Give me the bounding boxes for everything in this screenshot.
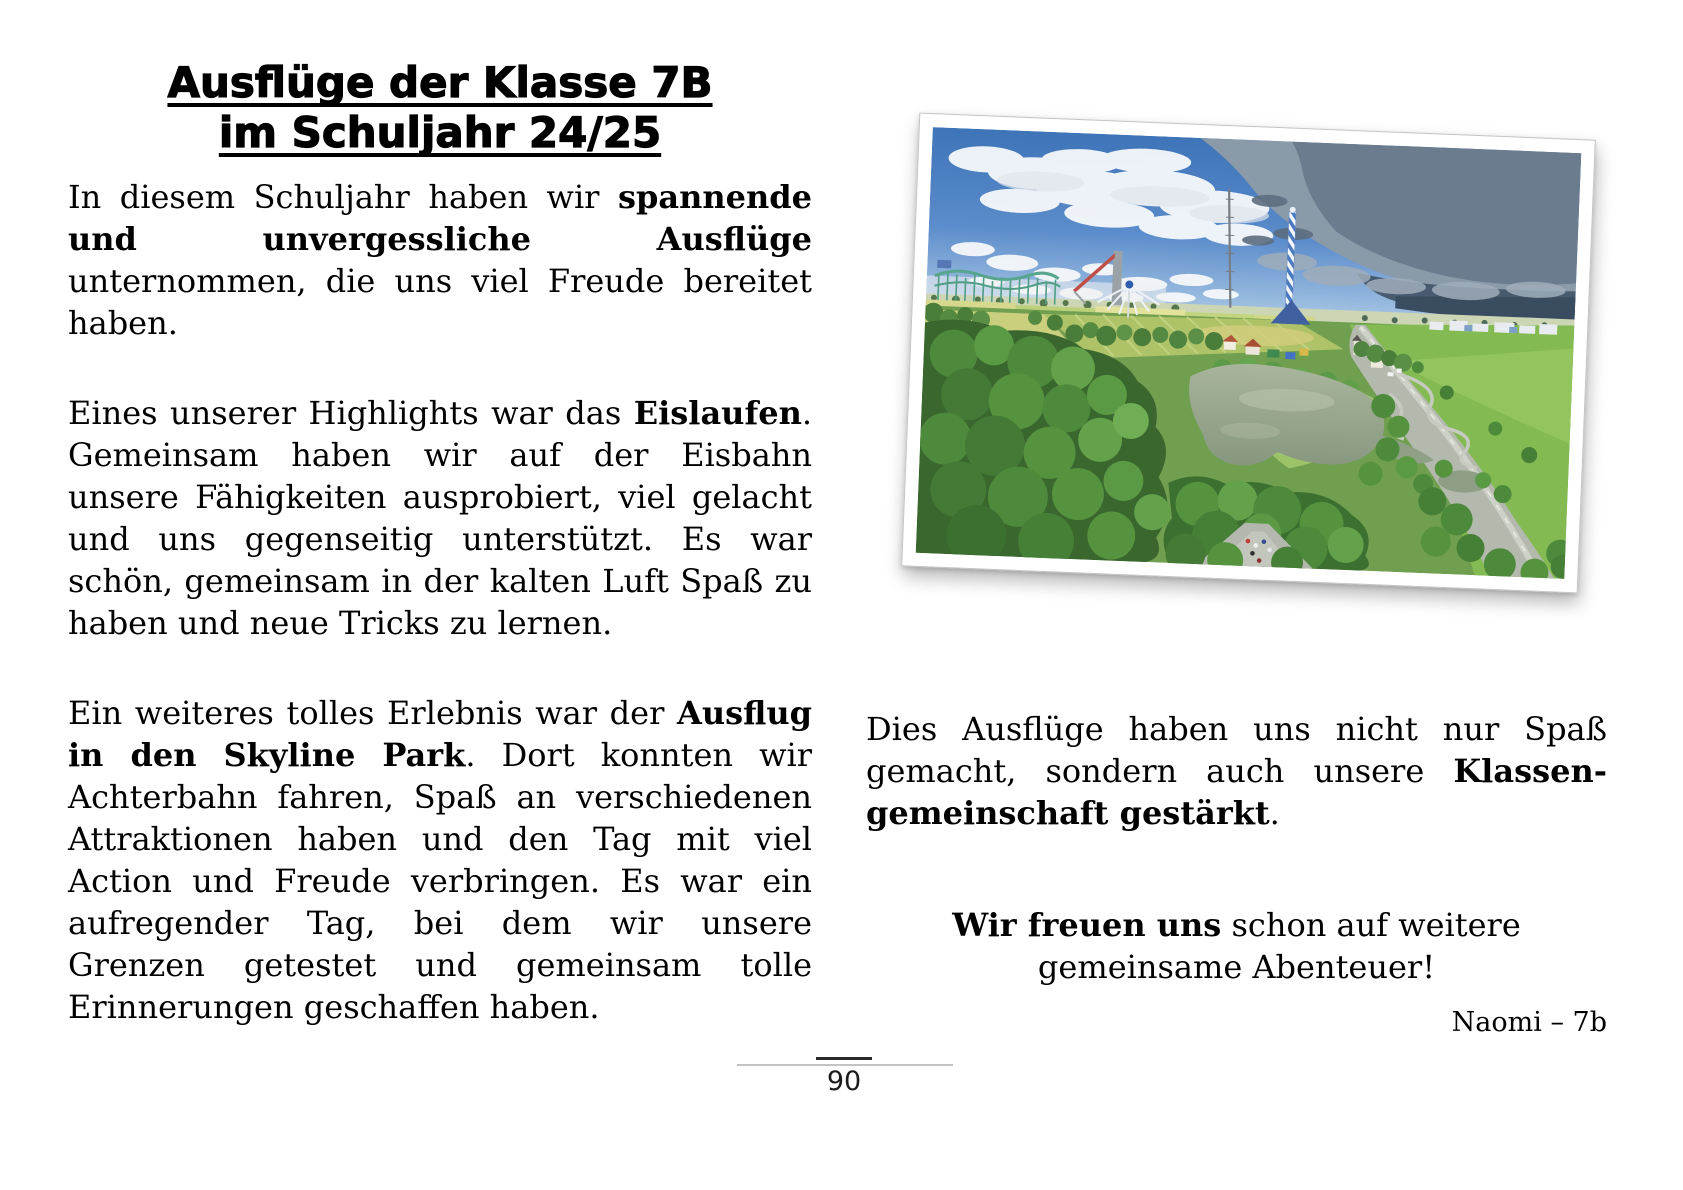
paragraph-skyline-rest: . Dort konnten wir Achterbahn fahren, Spaß an verschiedenen Attraktionen haben und den Tag mit viel Action und Freude verbringen. Es war ein aufregender Tag, bei dem wir unsere Grenzen getestet und gemeinsam tolle Erinnerungen geschaffen haben. — [68, 736, 813, 1026]
paragraph-skyline-bold: Ausflug in den Skyline Park — [68, 694, 812, 774]
class-trip-photo — [901, 113, 1596, 594]
paragraph-klassen-bold: Klassengemeinschaft gestärkt — [866, 752, 1607, 832]
paragraph-skyline-text: Ein weiteres tolles Erlebnis war der — [68, 694, 677, 732]
closing-sentence — [866, 904, 1607, 988]
paragraph-intro-text: In diesem Schuljahr haben wir — [68, 178, 618, 216]
aerial-park-photo-graphic — [916, 127, 1582, 579]
paragraph-eislaufen-rest: . Gemeinsam haben wir auf der Eisbahn unsere Fähigkeiten ausprobiert, viel gelacht und uns gegenseitig unterstützt. Es war schön, gemeinsam in der kalten Luft Spaß zu haben und neue Tricks zu lernen. — [68, 394, 812, 642]
right-text-column — [866, 708, 1607, 1044]
paragraph-skyline-park — [68, 692, 812, 1028]
paragraph-klassen-rest: . — [1269, 794, 1280, 832]
paragraph-eislaufen-bold: Eislaufen — [633, 394, 802, 432]
page-title-line-2: im Schuljahr 24/25 — [218, 108, 662, 157]
page-title-line-1: Ausflüge der Klasse 7B — [167, 58, 713, 107]
closing-bold: Wir freuen uns — [952, 906, 1222, 944]
paragraph-eislaufen — [68, 392, 812, 644]
paragraph-intro — [68, 176, 812, 344]
paragraph-intro-rest: unternommen, die uns viel Freude bereitet haben. — [68, 262, 812, 342]
author-signature: Naomi – 7b — [1451, 1007, 1607, 1038]
paragraph-klassen-text: Dies Ausflüge haben uns nicht nur Spaß gemacht, sondern auch unsere — [866, 710, 1607, 790]
footer-rule-short — [816, 1057, 872, 1060]
left-text-column — [68, 176, 812, 1028]
paragraph-klassengemeinschaft — [866, 708, 1607, 834]
paragraph-intro-bold: spannende und unvergessliche Ausflüge — [68, 178, 812, 258]
paragraph-eislaufen-text: Eines unserer Highlights war das — [68, 394, 634, 432]
page-number: 90 — [826, 1066, 862, 1097]
page-title — [68, 58, 812, 158]
closing-rest: schon auf weitere gemeinsame Abenteuer! — [1037, 906, 1521, 986]
